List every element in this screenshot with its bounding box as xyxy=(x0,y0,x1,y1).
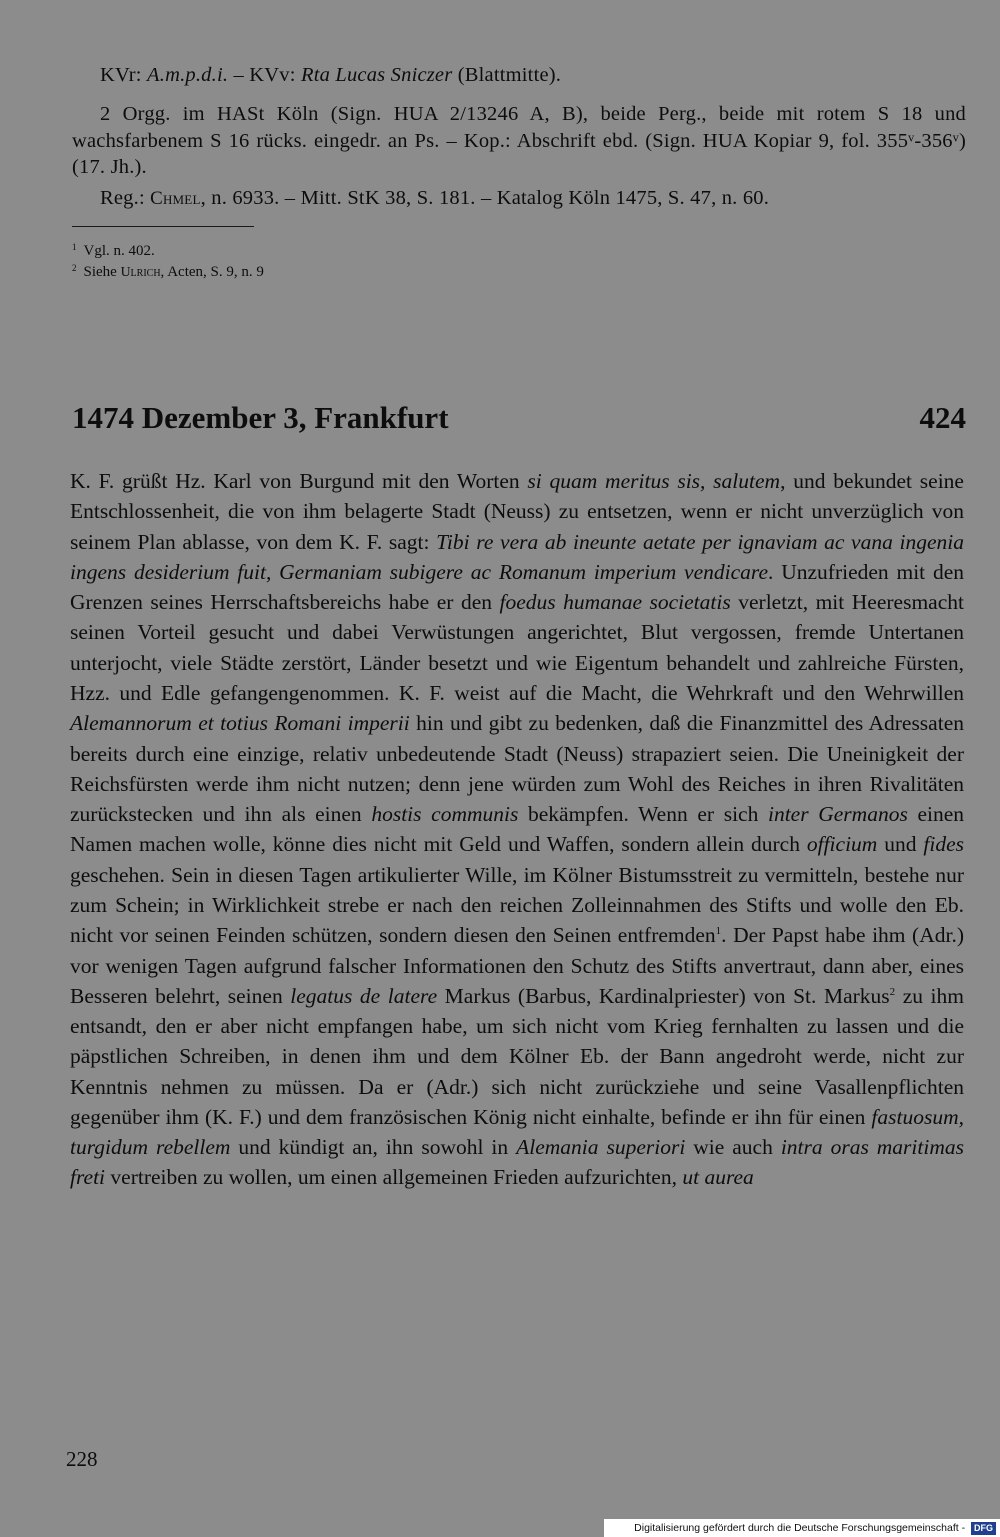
body-latin-phrase: officium xyxy=(806,832,878,857)
reg-author-chmel: Chmel xyxy=(150,188,201,209)
body-segment: . Unzufrieden mit den Grenzen seines Herrschaftsbereichs habe er den xyxy=(70,559,964,615)
page-number: 228 xyxy=(66,1447,98,1471)
body-latin-phrase: fides xyxy=(923,832,965,857)
dfg-footer-text: Digitalisierung gefördert durch die Deutsche Forschungsgemeinschaft - xyxy=(634,1522,968,1534)
body-segment: geschehen. Sein in diesen Tagen artikulierter Wille, im Kölner Bistumsstreit zu vermitteln, bestehe nur zum Schein; in Wirklichkeit strebe er nach den reichen Zolleinnahmen des Stifts und wolle den Eb. nicht vor seinen Feinden schützen, sondern diesen den Seinen entfremden xyxy=(70,862,964,948)
body-latin-phrase: Alemania superiori xyxy=(516,1135,686,1160)
footnote-2-text: , Acten, S. 9, n. 9 xyxy=(160,264,264,280)
entry-header xyxy=(72,398,966,438)
reg-prefix: Reg.: xyxy=(100,187,151,209)
body-segment: hin und gibt zu bedenken, daß die Finanzmittel des Adressaten bereits durch eine einzige, relativ unbedeutende Stadt (Neuss) strapaziert seien. Die Uneinigkeit der Reichsfürsten werde ihm nicht nutzen; denn jene würden zum Wohl des Reiches in ihren Rivalitäten zurückstecken und ihn als einen xyxy=(70,711,964,827)
body-segment: bekämpfen. Wenn er sich xyxy=(518,802,768,827)
footnote-1-marker: 1 xyxy=(72,242,77,252)
body-latin-phrase: legatus de latere xyxy=(290,983,438,1008)
kvr-value: A.m.p.d.i. xyxy=(147,64,229,86)
footnote-divider xyxy=(72,226,254,227)
footnote-ref-1: 1 xyxy=(715,925,722,938)
footnote-2-author: Ulrich xyxy=(120,264,161,279)
body-segment: und kündigt an, ihn sowohl in xyxy=(230,1135,517,1160)
body-segment: vertreiben zu wollen, um einen allgemeinen Frieden aufzurichten, xyxy=(105,1165,683,1190)
body-segment: zu ihm entsandt, den er aber nicht empfangen habe, um sich nicht vom Krieg fernhalten zu lassen und die päpstlichen Schreiben, in denen ihm und dem Kölner Eb. der Bann angedroht werde, nicht zur Kenntnis nehmen zu müssen. Da er (Adr.) sich nicht zurückziehe und seine Vasallenpflichten gegenüber ihm (K. F.) und dem französischen König nicht einhalte, befinde er ihn für einen xyxy=(70,983,964,1129)
body-segment: einen Namen machen wolle, könne dies nicht mit Geld und Waffen, sondern allein durch xyxy=(70,802,965,857)
body-segment: Markus (Barbus, Kardinalpriester) von St. Markus xyxy=(437,983,890,1008)
body-segment: K. F. grüßt Hz. Karl von Burgund mit den Worten xyxy=(70,469,528,493)
body-latin-phrase: inter Germanos xyxy=(767,802,908,827)
dfg-funding-footer xyxy=(604,1519,1000,1537)
body-segment: und xyxy=(877,832,924,857)
originals-line: 2 Orgg. im HASt Köln (Sign. HUA 2/13246 A, B), beide Perg., beide mit rotem S 18 und wachsfarbenem S 16 rücks. eingedr. an Ps. – Kop.: Abschrift ebd. (Sign. HUA Kopiar 9, fol. 355ᵛ-356ᵛ) (17. Jh.). xyxy=(72,103,966,178)
entry-body-text xyxy=(70,466,964,1193)
body-segment: verletzt, mit Heeresmacht seinen Vorteil gesucht und dabei Verwüstungen angerichtet, Blut vergossen, fremde Untertanen unterjocht, viele Städte zerstört, Länder besetzt und wie Eigentum behandelt und zahlreiche Fürsten, Hzz. und Edle gefangengenommen. K. F. weist auf die Macht, die Wehrkraft und den Wehrwillen xyxy=(70,590,964,705)
reg-rest: , n. 6933. – Mitt. StK 38, S. 181. – Katalog Köln 1475, S. 47, n. 60. xyxy=(200,187,770,209)
body-segment: wie auch xyxy=(685,1135,781,1160)
body-latin-phrase: fastuosum, turgidum rebellem xyxy=(70,1104,964,1160)
dfg-logo: DFG xyxy=(971,1522,996,1535)
body-latin-phrase: ut aurea xyxy=(682,1165,754,1190)
body-latin-phrase: intra oras maritimas freti xyxy=(70,1135,964,1190)
body-latin-phrase: Alemannorum et totius Romani imperii xyxy=(70,711,410,736)
kv-line xyxy=(100,62,966,89)
entry-date-place: 1474 Dezember 3, Frankfurt xyxy=(72,400,449,435)
footnote-2 xyxy=(72,259,264,281)
body-latin-phrase: hostis communis xyxy=(371,802,519,827)
kvv-value: Rta Lucas Sniczer xyxy=(300,64,453,86)
body-segment: . Der Papst habe ihm (Adr.) vor wenigen Tagen aufgrund falscher Informationen den Schutz des Stifts anvertraut, dann aber, eines Besseren belehrt, seinen xyxy=(70,923,964,1008)
footnote-2-marker: 2 xyxy=(72,263,77,273)
footnote-1 xyxy=(72,238,155,260)
body-segment: , und bekundet seine Entschlossenheit, die von ihm belagerte Stadt (Neuss) zu entsetzen, wenn er nicht unverzüglich von seinem Plan ablasse, von dem K. F. sagt: xyxy=(70,469,964,554)
footnote-1-text: Vgl. n. 402. xyxy=(83,243,155,259)
body-latin-phrase: si quam meritus sis, salutem xyxy=(527,469,781,493)
kvr-label: KVr: xyxy=(100,64,148,86)
body-latin-phrase: foedus humanae societatis xyxy=(499,590,731,615)
entry-number: 424 xyxy=(919,400,966,435)
kvv-note: (Blattmitte). xyxy=(452,64,562,86)
footnote-2-prefix: Siehe xyxy=(83,264,121,280)
footnote-ref-2: 2 xyxy=(889,985,896,998)
body-latin-phrase: Tibi re vera ab ineunte aetate per ignaviam ac vana ingenia ingens desiderium fuit, Germaniam subigere ac Romanum imperium vendicare xyxy=(70,529,964,584)
kvv-label: – KVv: xyxy=(228,64,301,86)
regesten-line xyxy=(100,185,966,213)
